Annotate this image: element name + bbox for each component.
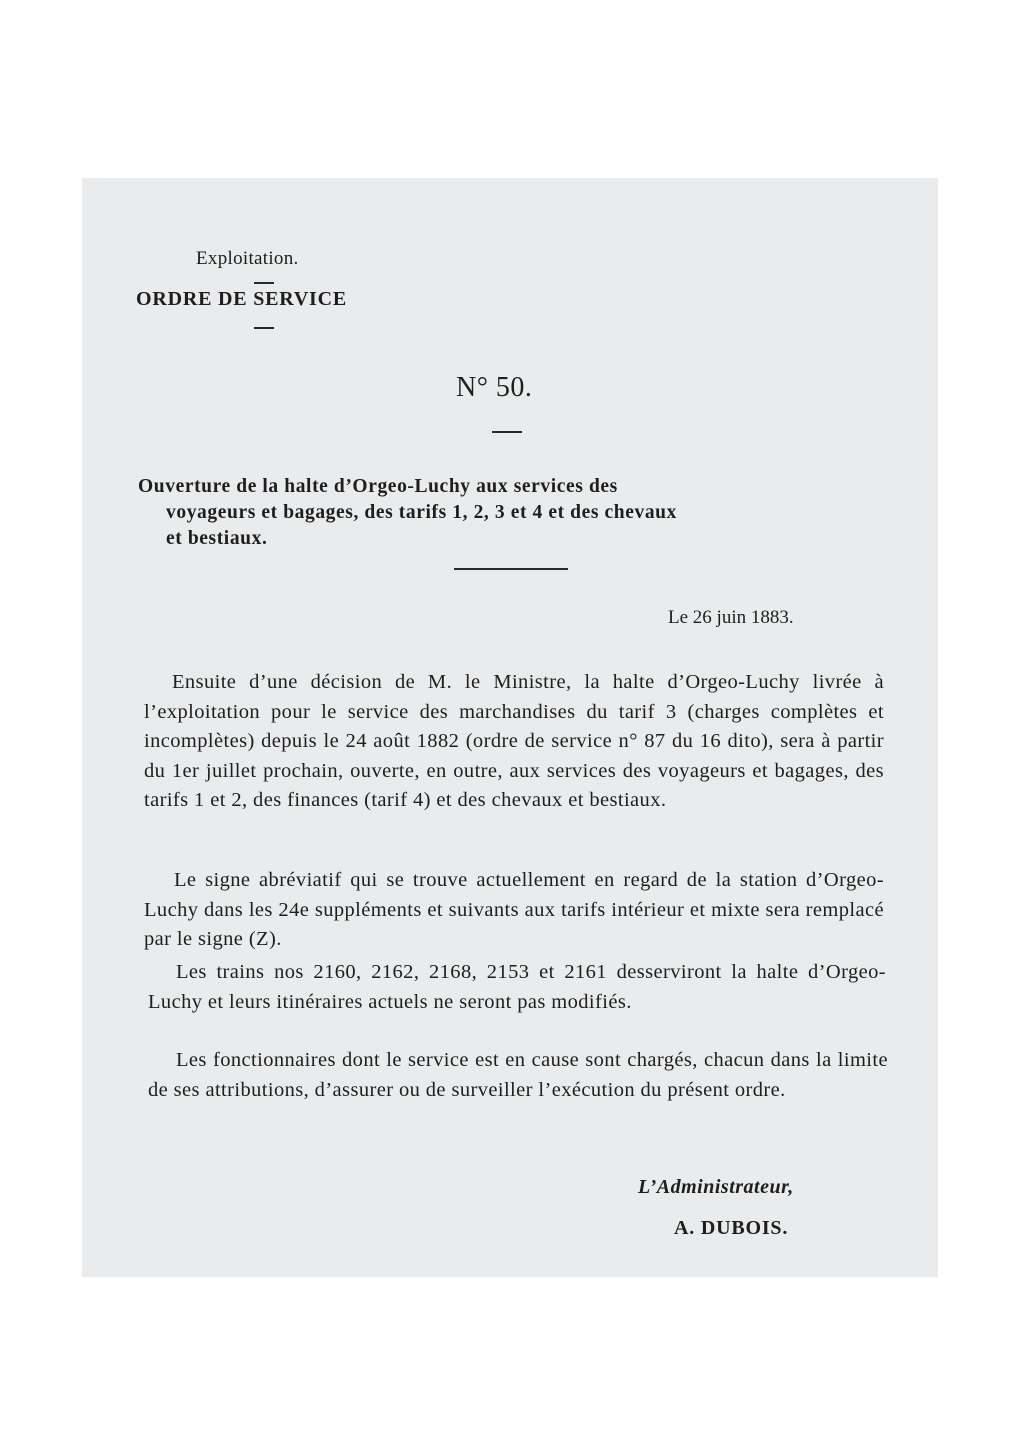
heading-divider bbox=[254, 282, 274, 284]
body-paragraph-4: Les fonctionnaires dont le service est en cause sont chargés, chacun dans la limite de ses attributions, d’assurer ou de surveiller l’exécution du présent ordre. bbox=[148, 1049, 888, 1101]
signatory-name: A. DUBOIS. bbox=[674, 1217, 789, 1239]
subject-line-2: voyageurs et bagages, des tarifs 1, 2, 3 et 4 et des chevaux bbox=[166, 502, 677, 523]
subject-divider bbox=[454, 568, 568, 570]
document-type-heading: ORDRE DE SERVICE bbox=[136, 288, 348, 310]
body-paragraph-2: Le signe abréviatif qui se trouve actuellement en regard de la station d’Orgeo-Luchy dans les 24e suppléments et suivants aux tarifs intérieur et mixte sera remplacé par le signe (Z). bbox=[144, 869, 884, 950]
body-paragraph-1: Ensuite d’une décision de M. le Ministre, la halte d’Orgeo-Luchy livrée à l’exploitation pour le service des marchandises du tarif 3 (charges complètes et incomplètes) depuis le 24 août 1882 (ordre de service n° 87 du 16 dito), sera à partir du 1er juillet prochain, ouverte, en outre, aux services des voyageurs et bagages, des tarifs 1 et 2, des finances (tarif 4) et des chevaux et bestiaux. bbox=[144, 671, 884, 811]
body-paragraph-3: Les trains nos 2160, 2162, 2168, 2153 et 2161 desserviront la halte d’Orgeo-Luchy et leurs itinéraires actuels ne seront pas modifiés. bbox=[148, 961, 886, 1013]
number-divider bbox=[492, 431, 522, 433]
document-date: Le 26 juin 1883. bbox=[668, 607, 794, 628]
heading-divider bbox=[254, 327, 274, 329]
department-label: Exploitation. bbox=[196, 248, 299, 269]
document-page bbox=[82, 178, 938, 1277]
subject-line-3: et bestiaux. bbox=[166, 528, 268, 549]
order-number: N° 50. bbox=[456, 372, 533, 403]
signatory-title: L’Administrateur, bbox=[638, 1176, 794, 1198]
subject-line-1: Ouverture de la halte d’Orgeo-Luchy aux services des bbox=[138, 476, 618, 497]
